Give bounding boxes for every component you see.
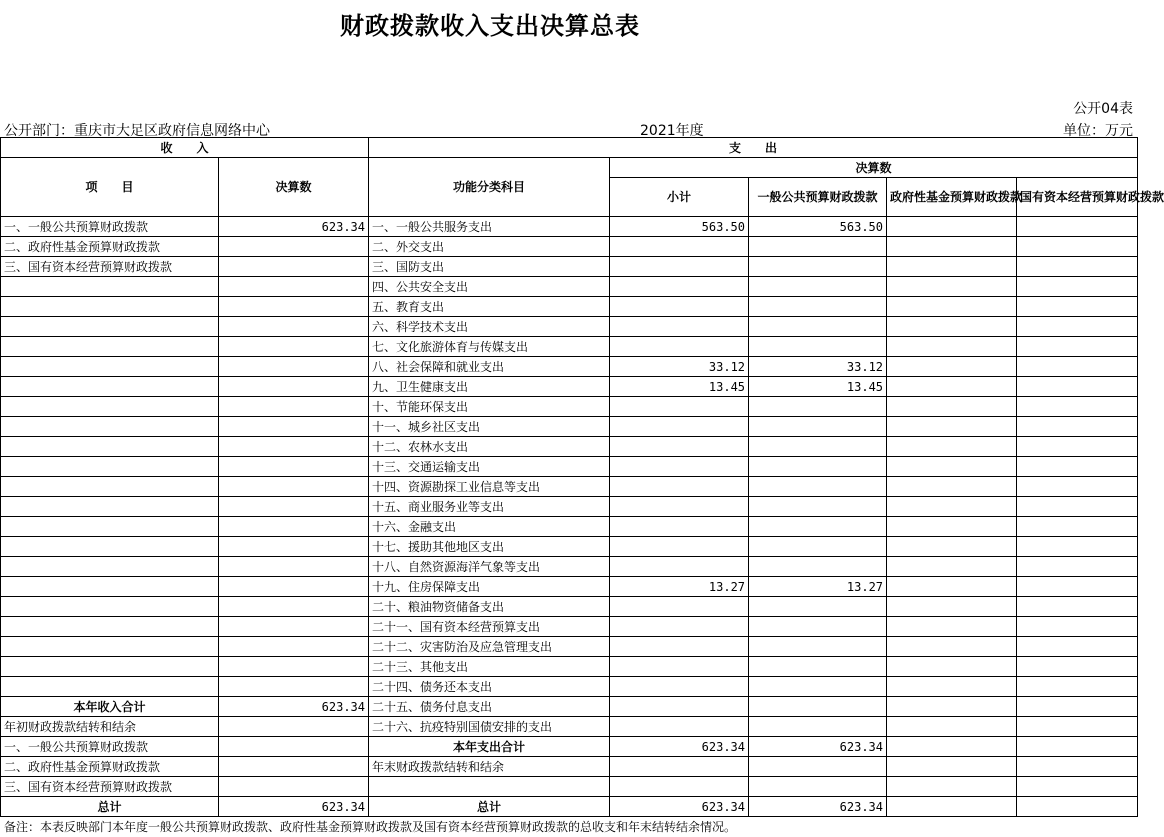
final-amount-header: 决算数 (610, 158, 1138, 178)
subtotal-cell (610, 637, 749, 657)
expense-item-cell: 六、科学技术支出 (369, 317, 610, 337)
department-label: 公开部门：重庆市大足区政府信息网络中心 (4, 123, 270, 139)
general-budget-cell: 33.12 (749, 357, 887, 377)
expense-item-cell: 十三、交通运输支出 (369, 457, 610, 477)
income-item-cell: 二、政府性基金预算财政拨款 (1, 237, 219, 257)
general-budget-cell (749, 237, 887, 257)
state-capital-cell (1017, 657, 1138, 677)
report-title: 财政拨款收入支出决算总表 (340, 12, 640, 40)
income-item-cell (1, 677, 219, 697)
state-capital-cell (1017, 217, 1138, 237)
state-capital-cell (1017, 437, 1138, 457)
subtotal-cell: 563.50 (610, 217, 749, 237)
income-item-cell: 总计 (1, 797, 219, 817)
expense-item-cell: 四、公共安全支出 (369, 277, 610, 297)
state-capital-cell (1017, 737, 1138, 757)
subtotal-cell: 33.12 (610, 357, 749, 377)
table-row (1, 757, 1138, 777)
table-row (1, 637, 1138, 657)
income-amount-cell (219, 417, 369, 437)
subtotal-cell: 623.34 (610, 797, 749, 817)
state-capital-cell (1017, 617, 1138, 637)
income-item-cell (1, 357, 219, 377)
subtotal-cell (610, 717, 749, 737)
income-amount-cell (219, 717, 369, 737)
gov-fund-cell (887, 237, 1017, 257)
income-item-cell (1, 517, 219, 537)
income-amount-cell (219, 557, 369, 577)
state-capital-cell (1017, 517, 1138, 537)
subtotal-cell (610, 257, 749, 277)
report-meta (0, 118, 1137, 138)
income-item-cell (1, 617, 219, 637)
unit-label: 单位：万元 (1063, 123, 1133, 139)
income-item-cell (1, 397, 219, 417)
table-row (1, 257, 1138, 277)
gov-fund-cell (887, 257, 1017, 277)
general-budget-cell: 623.34 (749, 737, 887, 757)
state-capital-cell (1017, 297, 1138, 317)
income-item-cell (1, 637, 219, 657)
gov-fund-cell (887, 797, 1017, 817)
income-amount-cell (219, 657, 369, 677)
state-capital-cell (1017, 597, 1138, 617)
expense-item-cell: 一、一般公共服务支出 (369, 217, 610, 237)
gov-fund-cell (887, 337, 1017, 357)
gov-fund-cell (887, 277, 1017, 297)
gov-fund-cell (887, 417, 1017, 437)
state-capital-cell (1017, 777, 1138, 797)
table-row (1, 417, 1138, 437)
table-row (1, 497, 1138, 517)
table-row (1, 437, 1138, 457)
gov-fund-cell (887, 537, 1017, 557)
general-budget-cell: 563.50 (749, 217, 887, 237)
general-budget-cell (749, 757, 887, 777)
income-amount-cell (219, 517, 369, 537)
income-item-cell (1, 657, 219, 677)
table-row (1, 617, 1138, 637)
subtotal-cell (610, 617, 749, 637)
gov-fund-cell (887, 297, 1017, 317)
table-row (1, 337, 1138, 357)
income-amount-cell: 623.34 (219, 217, 369, 237)
subtotal-cell (610, 337, 749, 357)
income-amount-cell (219, 437, 369, 457)
income-item-cell (1, 597, 219, 617)
subtotal-cell (610, 517, 749, 537)
expense-item-cell: 二十五、债务付息支出 (369, 697, 610, 717)
gov-fund-cell (887, 497, 1017, 517)
state-capital-cell (1017, 257, 1138, 277)
state-capital-cell (1017, 337, 1138, 357)
expense-item-cell: 二、外交支出 (369, 237, 610, 257)
expense-item-cell: 二十、粮油物资储备支出 (369, 597, 610, 617)
expense-item-cell: 十八、自然资源海洋气象等支出 (369, 557, 610, 577)
gov-fund-cell (887, 737, 1017, 757)
table-row (1, 397, 1138, 417)
general-budget-cell (749, 417, 887, 437)
gov-fund-cell (887, 577, 1017, 597)
table-row (1, 717, 1138, 737)
general-budget-cell (749, 277, 887, 297)
table-row (1, 317, 1138, 337)
income-amount-cell (219, 397, 369, 417)
table-row (1, 477, 1138, 497)
table-row (1, 277, 1138, 297)
state-capital-cell (1017, 377, 1138, 397)
table-row (1, 697, 1138, 717)
gov-fund-cell (887, 697, 1017, 717)
expense-item-cell: 九、卫生健康支出 (369, 377, 610, 397)
table-row (1, 597, 1138, 617)
table-row (1, 357, 1138, 377)
expense-item-cell: 总计 (369, 797, 610, 817)
table-row (1, 577, 1138, 597)
state-capital-cell (1017, 537, 1138, 557)
state-capital-cell (1017, 677, 1138, 697)
expense-item-cell: 本年支出合计 (369, 737, 610, 757)
subtotal-cell (610, 277, 749, 297)
state-capital-cell (1017, 317, 1138, 337)
income-amount-cell (219, 317, 369, 337)
general-budget-cell (749, 297, 887, 317)
subtotal-cell (610, 417, 749, 437)
income-amount-cell (219, 477, 369, 497)
gov-fund-cell (887, 397, 1017, 417)
gov-fund-cell (887, 657, 1017, 677)
income-item-cell (1, 337, 219, 357)
income-item-cell: 一、一般公共预算财政拨款 (1, 737, 219, 757)
income-amount-cell (219, 617, 369, 637)
income-item-cell: 一、一般公共预算财政拨款 (1, 217, 219, 237)
income-amount-cell (219, 257, 369, 277)
table-row (1, 217, 1138, 237)
gov-fund-cell (887, 517, 1017, 537)
income-item-cell (1, 477, 219, 497)
income-item-cell: 三、国有资本经营预算财政拨款 (1, 257, 219, 277)
income-item-cell (1, 557, 219, 577)
income-amount-cell (219, 777, 369, 797)
general-budget-cell (749, 437, 887, 457)
gov-fund-cell (887, 317, 1017, 337)
gov-fund-cell (887, 437, 1017, 457)
subtotal-cell (610, 477, 749, 497)
gov-fund-cell (887, 677, 1017, 697)
state-capital-cell (1017, 637, 1138, 657)
general-budget-cell: 13.27 (749, 577, 887, 597)
table-row (1, 237, 1138, 257)
amount-header: 决算数 (219, 158, 369, 217)
subtotal-cell (610, 397, 749, 417)
general-budget-cell (749, 497, 887, 517)
expense-item-cell: 八、社会保障和就业支出 (369, 357, 610, 377)
expense-item-cell: 二十四、债务还本支出 (369, 677, 610, 697)
table-row (1, 677, 1138, 697)
income-amount-cell (219, 597, 369, 617)
subtotal-cell (610, 557, 749, 577)
general-budget-cell (749, 697, 887, 717)
gov-fund-cell (887, 637, 1017, 657)
income-amount-cell: 623.34 (219, 697, 369, 717)
subtotal-header: 小计 (610, 178, 749, 217)
gov-fund-cell (887, 617, 1017, 637)
general-budget-cell (749, 557, 887, 577)
expense-item-cell: 年末财政拨款结转和结余 (369, 757, 610, 777)
expense-item-cell: 十七、援助其他地区支出 (369, 537, 610, 557)
general-budget-cell (749, 317, 887, 337)
income-header: 收 入 (1, 138, 369, 158)
subtotal-cell (610, 777, 749, 797)
gov-fund-cell (887, 217, 1017, 237)
table-row (1, 777, 1138, 797)
state-capital-cell (1017, 697, 1138, 717)
subtotal-cell (610, 677, 749, 697)
expense-header: 支 出 (369, 138, 1138, 158)
income-item-cell: 本年收入合计 (1, 697, 219, 717)
expense-item-cell: 十五、商业服务业等支出 (369, 497, 610, 517)
expense-item-cell: 二十二、灾害防治及应急管理支出 (369, 637, 610, 657)
income-amount-cell (219, 757, 369, 777)
expense-item-cell (369, 777, 610, 797)
expense-item-cell: 二十六、抗疫特别国债安排的支出 (369, 717, 610, 737)
subtotal-cell (610, 317, 749, 337)
expense-item-cell: 十二、农林水支出 (369, 437, 610, 457)
general-budget-cell: 13.45 (749, 377, 887, 397)
gov-fund-cell (887, 757, 1017, 777)
income-item-cell: 二、政府性基金预算财政拨款 (1, 757, 219, 777)
gov-fund-cell (887, 457, 1017, 477)
expense-item-cell: 十、节能环保支出 (369, 397, 610, 417)
item-header: 项 目 (1, 158, 219, 217)
income-item-cell (1, 497, 219, 517)
general-budget-cell (749, 597, 887, 617)
subtotal-cell (610, 597, 749, 617)
table-row (1, 517, 1138, 537)
state-capital-cell (1017, 477, 1138, 497)
state-capital-cell (1017, 497, 1138, 517)
state-capital-cell (1017, 577, 1138, 597)
subtotal-cell (610, 457, 749, 477)
income-item-cell (1, 457, 219, 477)
gov-fund-cell (887, 377, 1017, 397)
expense-item-cell: 五、教育支出 (369, 297, 610, 317)
expense-item-cell: 七、文化旅游体育与传媒支出 (369, 337, 610, 357)
gov-fund-cell (887, 777, 1017, 797)
fiscal-year: 2021年度 (640, 123, 704, 139)
table-row (1, 737, 1138, 757)
income-item-cell (1, 317, 219, 337)
state-capital-cell (1017, 757, 1138, 777)
subtotal-cell (610, 297, 749, 317)
expense-item-cell: 二十三、其他支出 (369, 657, 610, 677)
general-budget-cell (749, 717, 887, 737)
income-item-cell: 年初财政拨款结转和结余 (1, 717, 219, 737)
income-item-cell (1, 537, 219, 557)
income-item-cell (1, 437, 219, 457)
state-capital-cell (1017, 457, 1138, 477)
general-budget-header: 一般公共预算财政拨款 (749, 178, 887, 217)
income-amount-cell (219, 537, 369, 557)
expense-item-cell: 十四、资源勘探工业信息等支出 (369, 477, 610, 497)
income-item-cell (1, 417, 219, 437)
subtotal-cell (610, 537, 749, 557)
general-budget-cell (749, 777, 887, 797)
table-row (1, 377, 1138, 397)
table-row (1, 537, 1138, 557)
income-item-cell (1, 277, 219, 297)
general-budget-cell (749, 637, 887, 657)
subtotal-cell (610, 237, 749, 257)
form-number: 公开04表 (1073, 101, 1133, 117)
state-capital-cell (1017, 277, 1138, 297)
general-budget-cell (749, 257, 887, 277)
general-budget-cell (749, 617, 887, 637)
income-amount-cell (219, 637, 369, 657)
table-row (1, 457, 1138, 477)
general-budget-cell (749, 677, 887, 697)
footnote: 备注：本表反映部门本年度一般公共预算财政拨款、政府性基金预算财政拨款及国有资本经营预算财政拨款的总收支和年末结转结余情况。 (4, 820, 737, 834)
income-amount-cell (219, 737, 369, 757)
gov-fund-cell (887, 717, 1017, 737)
income-amount-cell (219, 337, 369, 357)
table-row (1, 557, 1138, 577)
general-budget-cell (749, 457, 887, 477)
state-capital-cell (1017, 557, 1138, 577)
func-class-header: 功能分类科目 (369, 158, 610, 217)
income-item-cell (1, 377, 219, 397)
general-budget-cell (749, 397, 887, 417)
state-capital-cell (1017, 417, 1138, 437)
income-item-cell (1, 297, 219, 317)
state-capital-header: 国有资本经营预算财政拨款 (1017, 178, 1138, 217)
table-row (1, 297, 1138, 317)
gov-fund-cell (887, 597, 1017, 617)
income-amount-cell (219, 277, 369, 297)
general-budget-cell (749, 537, 887, 557)
income-item-cell (1, 577, 219, 597)
general-budget-cell: 623.34 (749, 797, 887, 817)
expense-item-cell: 二十一、国有资本经营预算支出 (369, 617, 610, 637)
state-capital-cell (1017, 717, 1138, 737)
gov-fund-header: 政府性基金预算财政拨款 (887, 178, 1017, 217)
gov-fund-cell (887, 357, 1017, 377)
gov-fund-cell (887, 557, 1017, 577)
table-row (1, 797, 1138, 817)
subtotal-cell (610, 437, 749, 457)
income-amount-cell (219, 497, 369, 517)
income-amount-cell (219, 457, 369, 477)
general-budget-cell (749, 657, 887, 677)
subtotal-cell: 13.45 (610, 377, 749, 397)
subtotal-cell: 13.27 (610, 577, 749, 597)
expense-item-cell: 十六、金融支出 (369, 517, 610, 537)
gov-fund-cell (887, 477, 1017, 497)
subtotal-cell: 623.34 (610, 737, 749, 757)
general-budget-cell (749, 337, 887, 357)
subtotal-cell (610, 657, 749, 677)
budget-table (0, 137, 1164, 817)
income-amount-cell (219, 357, 369, 377)
subtotal-cell (610, 757, 749, 777)
state-capital-cell (1017, 237, 1138, 257)
subtotal-cell (610, 497, 749, 517)
expense-item-cell: 十九、住房保障支出 (369, 577, 610, 597)
state-capital-cell (1017, 797, 1138, 817)
general-budget-cell (749, 477, 887, 497)
table-row (1, 657, 1138, 677)
expense-item-cell: 三、国防支出 (369, 257, 610, 277)
income-amount-cell (219, 297, 369, 317)
income-amount-cell (219, 377, 369, 397)
income-item-cell: 三、国有资本经营预算财政拨款 (1, 777, 219, 797)
subtotal-cell (610, 697, 749, 717)
income-amount-cell (219, 237, 369, 257)
income-amount-cell (219, 677, 369, 697)
state-capital-cell (1017, 397, 1138, 417)
state-capital-cell (1017, 357, 1138, 377)
expense-item-cell: 十一、城乡社区支出 (369, 417, 610, 437)
income-amount-cell (219, 577, 369, 597)
general-budget-cell (749, 517, 887, 537)
income-amount-cell: 623.34 (219, 797, 369, 817)
